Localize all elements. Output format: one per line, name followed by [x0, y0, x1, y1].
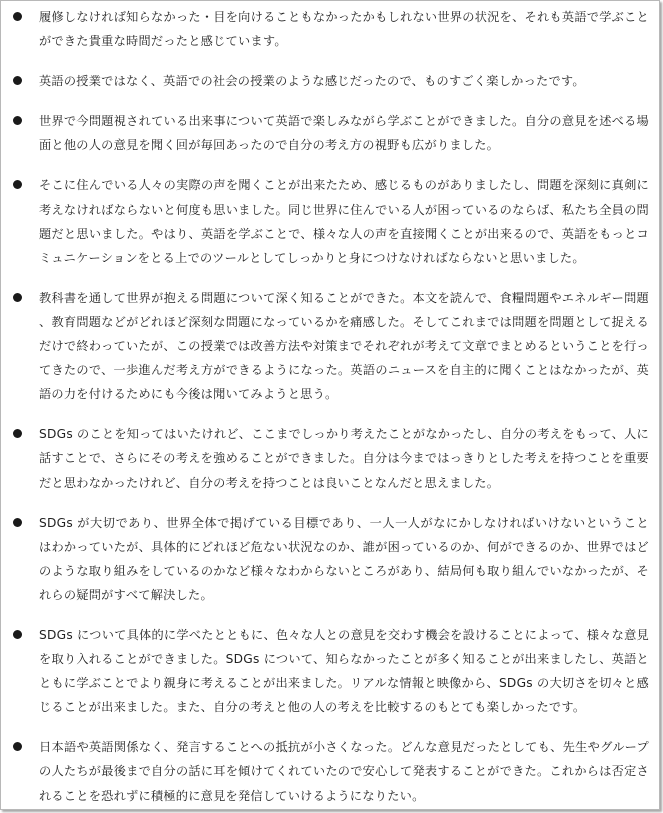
list-item: [11, 69, 649, 93]
bullet-icon: [11, 69, 39, 93]
list-item: [11, 5, 649, 53]
comment-text: SDGs が大切であり、世界全体で掲げている目標であり、一人一人がなにかしなければいけないということはわかっていたが、具体的にどれほど危ない状況なのか、誰が困っているのか、何ができるのか、世界ではどのような取り組みをしているのかなど様々なわからないところがあり、結局何も取り組んでいなかったが、それらの疑問がすべて解決した。: [39, 515, 649, 602]
list-item: [11, 286, 649, 406]
bullet-icon: [11, 511, 39, 535]
comment-text: 日本語や英語関係なく、発言することへの抵抗が小さくなった。どんな意見だったとしても、先生やグループの人たちが最後まで自分の話に耳を傾けてくれていたので安心して発表することができた。これからは否定されることを恐れずに積極的に意見を発信していけるようになりたい。: [39, 740, 649, 803]
comment-list: [11, 5, 649, 808]
list-item: [11, 623, 649, 719]
comment-text: 世界で今問題視されている出来事について英語で楽しみながら学ぶことができました。自分の意見を述べる場面と他の人の意見を聞く回が毎回あったので自分の考え方の視野も広がりました。: [39, 114, 649, 153]
comment-text: SDGs のことを知ってはいたけれど、ここまでしっかり考えたことがなかったし、自分の考えをもって、人に話すことで、さらにその考えを強めることができました。自分は今まではっきりとした考えを持つことを重要だと思わなかったけれど、自分の考えを持つことは良いことなんだと思えました。: [39, 427, 649, 490]
comment-text: 教科書を通して世界が抱える問題について深く知ることができた。本文を読んで、食糧問題やエネルギー問題、教育問題などがどれほど深刻な問題になっているかを痛感した。そしてこれまでは問題を問題として捉えるだけで終わっていたが、この授業では改善方法や対策までそれぞれが考えて文章でまとめるということを行ってきたので、一歩進んだ考え方ができるようになった。英語のニュースを自主的に聞くことはなかったが、英語の力を付けるためにも今後は聞いてみようと思う。: [39, 290, 649, 402]
bullet-icon: [11, 422, 39, 446]
list-item: [11, 109, 649, 157]
comment-text: そこに住んでいる人々の実際の声を聞くことが出来たため、感じるものがありましたし、問題を深刻に真剣に考えなければならないと何度も思いました。同じ世界に住んでいる人が困っているのならば、私たち全員の問題だと思いました。やはり、英語を学ぶことで、様々な人の声を直接聞くことが出来るので、英語をもっとコミュニケーションをとる上でのツールとしてしっかりと身につけなければならないと思いました。: [39, 178, 649, 265]
bullet-icon: [11, 735, 39, 759]
comment-text: 英語の授業ではなく、英語での社会の授業のような感じだったので、ものすごく楽しかったです。: [39, 74, 585, 89]
bullet-icon: [11, 5, 39, 29]
bullet-icon: [11, 623, 39, 647]
list-item: [11, 173, 649, 269]
bullet-icon: [11, 173, 39, 197]
list-item: [11, 735, 649, 807]
bullet-icon: [11, 286, 39, 310]
bullet-icon: [11, 109, 39, 133]
comment-text: SDGs について具体的に学べたとともに、色々な人との意見を交わす機会を設けることによって、様々な意見を取り入れることができました。SDGs について、知らなかったことが多く知ることが出来ましたし、英語とともに学ぶことでより親身に考えることが出来ました。リアルな情報と映像から、SDGs の大切さを切々と感じることが出来ました。また、自分の考えと他の人の考えを比較するのもとても楽しかったです。: [39, 627, 649, 715]
comment-text: 履修しなければ知らなかった・目を向けることもなかったかもしれない世界の状況を、それも英語で学ぶことができた貴重な時間だったと感じています。: [39, 10, 649, 49]
list-item: [11, 511, 649, 607]
list-item: [11, 422, 649, 494]
